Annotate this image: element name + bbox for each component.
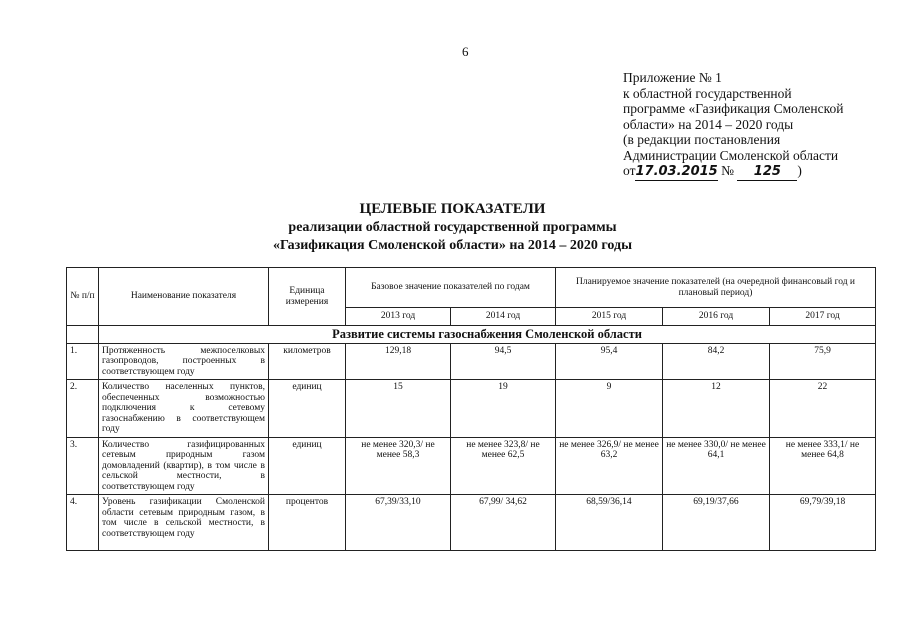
row-num: 4. xyxy=(67,495,99,551)
row-value: 67,99/ 34,62 xyxy=(451,495,556,551)
appendix-line: области» на 2014 – 2020 годы xyxy=(623,116,794,132)
table-row xyxy=(67,495,876,551)
section-spacer xyxy=(67,326,99,344)
row-unit: единиц xyxy=(269,437,346,495)
row-value: 9 xyxy=(556,380,663,438)
appendix-line: Приложение № 1 xyxy=(623,70,722,85)
page-number: 6 xyxy=(462,44,469,59)
row-value: не менее 326,9/ не менее 63,2 xyxy=(556,437,663,495)
row-value: 75,9 xyxy=(770,343,876,380)
handwritten-number: 125 xyxy=(737,164,797,181)
row-name: Количество населенных пунктов, обеспеченных возможностью подключения к сетевому газоснабжению в соответствующем году xyxy=(99,380,269,438)
appendix-line: Администрации Смоленской области xyxy=(623,147,839,163)
header-unit: Единица измерения xyxy=(269,268,346,326)
row-value: 129,18 xyxy=(346,343,451,380)
appendix-line: (в редакции постановления xyxy=(623,132,781,147)
indicators-table xyxy=(66,267,876,551)
row-num: 2. xyxy=(67,380,99,438)
row-unit: процентов xyxy=(269,495,346,551)
document-subtitle: реализации областной государственной программы xyxy=(288,220,617,235)
header-year: 2015 год xyxy=(556,308,663,326)
row-value: не менее 323,8/ не менее 62,5 xyxy=(451,437,556,495)
header-year: 2016 год xyxy=(663,308,770,326)
header-year: 2013 год xyxy=(346,308,451,326)
row-num: 1. xyxy=(67,343,99,380)
appendix-block xyxy=(623,70,893,181)
section-title: Развитие системы газоснабжения Смоленской области xyxy=(99,326,876,344)
row-name: Количество газифицированных сетевым природным газом домовладений (квартир), в том числе в сельской местности, в соответствующем году xyxy=(99,437,269,495)
table-row xyxy=(67,437,876,495)
row-value: 22 xyxy=(770,380,876,438)
row-unit: километров xyxy=(269,343,346,380)
closing-paren: ) xyxy=(797,163,802,178)
appendix-line: программе «Газификация Смоленской xyxy=(623,101,844,116)
row-value: 84,2 xyxy=(663,343,770,380)
header-base: Базовое значение показателей по годам xyxy=(346,268,556,308)
row-name: Уровень газификации Смоленской области сетевым природным газом, в том числе в сельской местности, в соответствующем году xyxy=(99,495,269,551)
appendix-date-line xyxy=(623,163,893,181)
row-value: 94,5 xyxy=(451,343,556,380)
row-name: Протяженность межпоселковых газопроводов, построенных в соответствующем году xyxy=(99,343,269,380)
header-year: 2014 год xyxy=(451,308,556,326)
row-value: 69,79/39,18 xyxy=(770,495,876,551)
row-value: не менее 330,0/ не менее 64,1 xyxy=(663,437,770,495)
row-value: 15 xyxy=(346,380,451,438)
header-year: 2017 год xyxy=(770,308,876,326)
row-value: 95,4 xyxy=(556,343,663,380)
row-value: 69,19/37,66 xyxy=(663,495,770,551)
row-value: 68,59/36,14 xyxy=(556,495,663,551)
document-subtitle-2: «Газификация Смоленской области» на 2014 – 2020 годы xyxy=(272,238,633,253)
table-row xyxy=(67,343,876,380)
document-title: ЦЕЛЕВЫЕ ПОКАЗАТЕЛИ xyxy=(359,201,546,217)
row-value: 12 xyxy=(663,380,770,438)
row-value: 67,39/33,10 xyxy=(346,495,451,551)
row-value: не менее 333,1/ не менее 64,8 xyxy=(770,437,876,495)
row-value: 19 xyxy=(451,380,556,438)
header-name: Наименование показателя xyxy=(99,268,269,326)
row-unit: единиц xyxy=(269,380,346,438)
row-value: не менее 320,3/ не менее 58,3 xyxy=(346,437,451,495)
header-num: № п/п xyxy=(67,268,99,326)
handwritten-date: 17.03.2015 xyxy=(635,164,718,179)
appendix-line: к областной государственной xyxy=(623,85,792,101)
from-prefix: от xyxy=(623,163,636,178)
table-row xyxy=(67,380,876,438)
row-num: 3. xyxy=(67,437,99,495)
header-planned: Планируемое значение показателей (на очередной финансовый год и плановый период) xyxy=(556,268,876,308)
number-prefix: № xyxy=(721,163,734,178)
